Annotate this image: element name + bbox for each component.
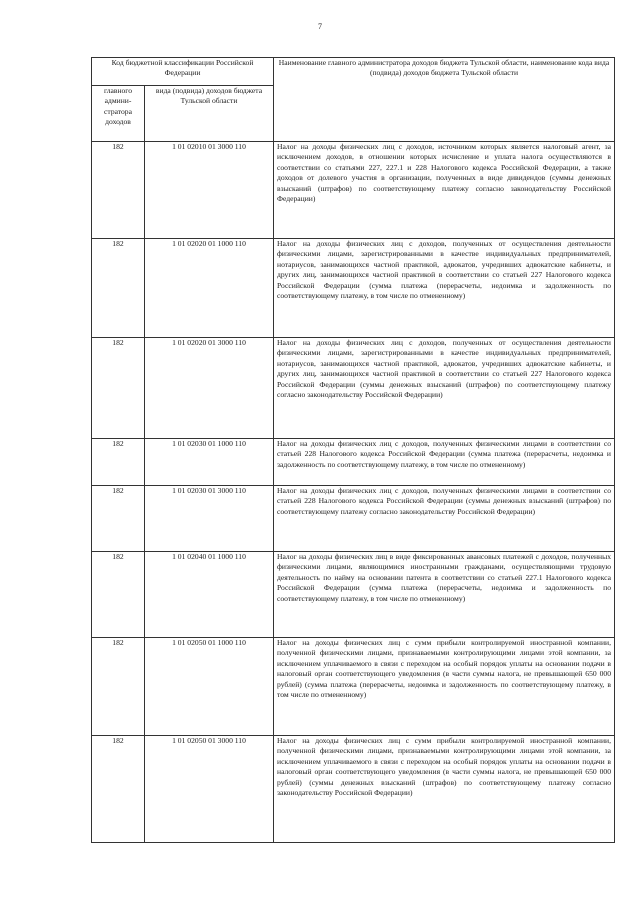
kbk-code: 1 01 02010 01 3000 110 <box>145 142 274 239</box>
page-number: 7 <box>318 22 322 31</box>
income-description: Налог на доходы физических лиц с доходов, полученных физическими лицами в соответствии со статьей 228 Налогового кодекса Российской Федерации (суммы денежных взысканий (штрафов) по соответствующему платежу согласно законодательству Российской Федерации) <box>274 486 615 552</box>
header-income-kind: вида (подвида) доходов бюджета Тульской области <box>145 86 274 142</box>
kbk-code: 1 01 02050 01 3000 110 <box>145 736 274 843</box>
table-header-row <box>92 58 615 86</box>
table-row <box>92 638 615 736</box>
admin-code: 182 <box>92 486 145 552</box>
table-row <box>92 239 615 338</box>
kbk-code: 1 01 02040 01 1000 110 <box>145 552 274 638</box>
income-description: Налог на доходы физических лиц с доходов, полученных от осуществления деятельности физическими лицами, зарегистрированными в качестве индивидуальных предпринимателей, нотариусов, занимающихся частной практикой, адвокатов, учредивших адвокатские кабинеты, и других лиц, занимающихся частной практикой в соответствии со статьей 227 Налогового кодекса Российской Федерации (сумма платежа (перерасчеты, недоимка и задолженность по соответствующему платежу, в том числе по отмененному) <box>274 239 615 338</box>
admin-code: 182 <box>92 439 145 486</box>
admin-code: 182 <box>92 736 145 843</box>
income-description: Налог на доходы физических лиц с сумм прибыли контролируемой иностранной компании, полученной физическими лицами, признаваемыми контролирующими лицами этой компании, за исключением уплачиваемого в связи с переходом на особый порядок уплаты на основании подачи в налоговый орган соответствующего уведомления (в части суммы налога, не превышающей 650 000 рублей) (сумма платежа (перерасчеты, недоимка и задолженность по соответствующему платежу, в том числе по отмененному) <box>274 638 615 736</box>
header-admin-name: Наименование главного администратора доходов бюджета Тульской области, наименование кода вида (подвида) доходов бюджета Тульской области <box>274 58 615 142</box>
table-row <box>92 439 615 486</box>
table-row <box>92 338 615 439</box>
admin-code: 182 <box>92 552 145 638</box>
table-row <box>92 142 615 239</box>
kbk-code: 1 01 02020 01 3000 110 <box>145 338 274 439</box>
income-description: Налог на доходы физических лиц с сумм прибыли контролируемой иностранной компании, полученной физическими лицами, признаваемыми контролирующими лицами этой компании, за исключением уплачиваемого в связи с переходом на особый порядок уплаты на основании подачи в налоговый орган соответствующего уведомления (в части суммы налога, не превышающей 650 000 рублей) (суммы денежных взысканий (штрафов) по соответствующему платежу согласно законодательству Российской Федерации) <box>274 736 615 843</box>
kbk-code: 1 01 02020 01 1000 110 <box>145 239 274 338</box>
table-row <box>92 552 615 638</box>
budget-classification-table <box>91 57 615 843</box>
admin-code: 182 <box>92 338 145 439</box>
table-row <box>92 736 615 843</box>
header-main-admin: главного админи-стратора доходов <box>92 86 145 142</box>
admin-code: 182 <box>92 239 145 338</box>
kbk-code: 1 01 02030 01 1000 110 <box>145 439 274 486</box>
header-budget-code: Код бюджетной классификации Российской Федерации <box>92 58 274 86</box>
kbk-code: 1 01 02050 01 1000 110 <box>145 638 274 736</box>
income-description: Налог на доходы физических лиц в виде фиксированных авансовых платежей с доходов, полученных физическими лицами, являющимися иностранными гражданами, осуществляющими трудовую деятельность по найму на основании патента в соответствии со статьей 227.1 Налогового кодекса Российской Федерации (сумма платежа (перерасчеты, недоимка и задолженность по соответствующему платежу, в том числе по отмененному) <box>274 552 615 638</box>
admin-code: 182 <box>92 638 145 736</box>
kbk-code: 1 01 02030 01 3000 110 <box>145 486 274 552</box>
income-description: Налог на доходы физических лиц с доходов, полученных физическими лицами в соответствии со статьей 228 Налогового кодекса Российской Федерации (сумма платежа (перерасчеты, недоимка и задолженность по соответствующему платежу, в том числе по отмененному) <box>274 439 615 486</box>
table-row <box>92 486 615 552</box>
income-description: Налог на доходы физических лиц с доходов, источником которых является налоговый агент, за исключением доходов, в отношении которых исчисление и уплата налога осуществляются в соответствии со статьями 227, 227.1 и 228 Налогового кодекса Российской Федерации, а также доходов от долевого участия в организации, полученных в виде дивидендов (суммы денежных взысканий (штрафов) по соответствующему платежу согласно законодательству Российской Федерации) <box>274 142 615 239</box>
admin-code: 182 <box>92 142 145 239</box>
income-description: Налог на доходы физических лиц с доходов, полученных от осуществления деятельности физическими лицами, зарегистрированными в качестве индивидуальных предпринимателей, нотариусов, занимающихся частной практикой, адвокатов, учредивших адвокатские кабинеты, и других лиц, занимающихся частной практикой в соответствии со статьей 227 Налогового кодекса Российской Федерации (суммы денежных взысканий (штрафов) по соответствующему платежу согласно законодательству Российской Федерации) <box>274 338 615 439</box>
